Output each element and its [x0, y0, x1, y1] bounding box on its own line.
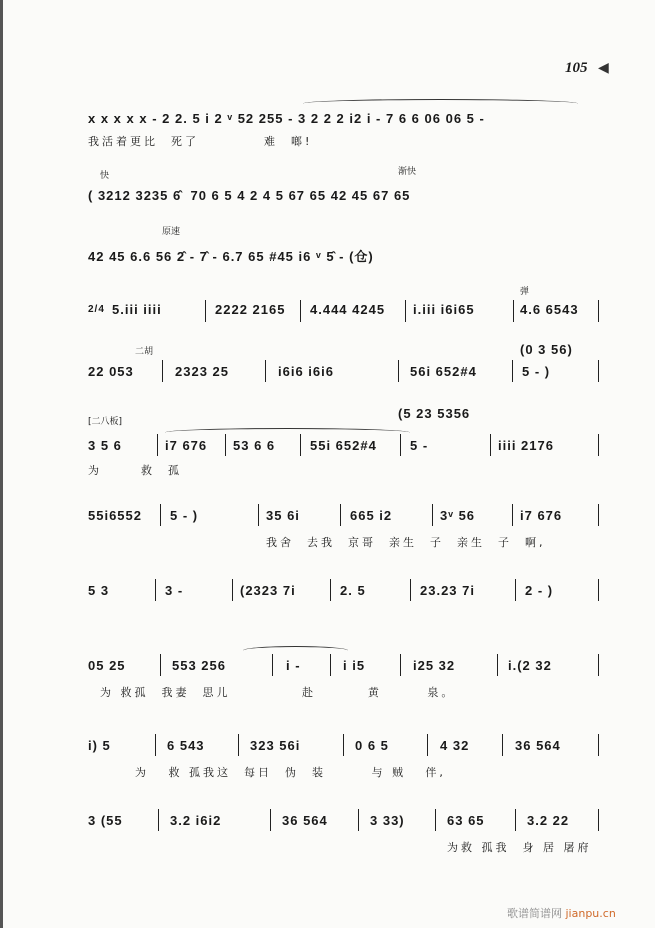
barline	[225, 434, 226, 456]
watermark-url: jianpu.cn	[565, 907, 616, 920]
barline	[300, 300, 301, 322]
tempo-mark-accel: 渐快	[398, 167, 417, 177]
measure: 3 -	[165, 583, 184, 598]
barline	[405, 300, 406, 322]
measure: 56i 652#4	[410, 364, 477, 379]
page-edge	[0, 0, 3, 928]
measure: 3.2 22	[527, 813, 570, 828]
barline	[598, 360, 599, 382]
measure: 4.444 4245	[310, 302, 386, 317]
measure: 4.6 6543	[520, 302, 579, 317]
barline	[238, 734, 239, 756]
upper-notation: (5 23 5356	[398, 406, 471, 421]
measure: 2. 5	[340, 583, 366, 598]
lyrics-line: 为救 孤我 身 居 屠府	[447, 841, 592, 854]
measure: 5 -	[410, 438, 429, 453]
measure: 3 5 6	[88, 438, 122, 453]
barline	[398, 360, 399, 382]
measure: (2323 7i	[240, 583, 296, 598]
page-number: 105	[565, 60, 588, 76]
measure: i25 32	[413, 658, 456, 673]
measure: 23.23 7i	[420, 583, 475, 598]
tempo-mark-original: 原速	[162, 227, 181, 237]
measure: 05 25	[88, 658, 126, 673]
barline	[162, 360, 163, 382]
barline	[410, 579, 411, 601]
barline	[515, 809, 516, 831]
barline	[205, 300, 206, 322]
measure: 55i6552	[88, 508, 142, 523]
measure: i.(2 32	[508, 658, 552, 673]
measure: 2222 2165	[215, 302, 286, 317]
barline	[158, 809, 159, 831]
barline	[598, 809, 599, 831]
barline	[343, 734, 344, 756]
lyrics-line: 我活着更比 死了 难 啷!	[88, 135, 313, 148]
measure: 2323 25	[175, 364, 229, 379]
measure: i6i6 i6i6	[278, 364, 334, 379]
lyrics-line: 为 救 孤我这 每日 伪 装 与 贼 伴,	[135, 766, 446, 779]
lyrics-line: 我舍 去我 京哥 亲生 子 亲生 子 啊,	[266, 536, 546, 549]
barline	[598, 504, 599, 526]
notation-line: x x x x x - 2 2. 5 i 2 ᵛ 52 255 - 3 2 2 2 i2 i - 7 6 6 06 06 5 -	[88, 111, 485, 126]
notation-line: ( 3212 3235 6̂ 70 6 5 4 2 4 5 67 65 42 45 67 65	[88, 188, 411, 203]
barline	[400, 434, 401, 456]
barline	[330, 579, 331, 601]
slur	[303, 99, 578, 108]
barline	[497, 654, 498, 676]
measure: i) 5	[88, 738, 111, 753]
barline	[157, 434, 158, 456]
barline	[265, 360, 266, 382]
barline	[515, 579, 516, 601]
measure: 36 564	[515, 738, 561, 753]
barline	[432, 504, 433, 526]
barline	[512, 360, 513, 382]
measure: 665 i2	[350, 508, 393, 523]
page-arrow-icon: ◀	[598, 60, 609, 76]
barline	[490, 434, 491, 456]
measure: 2 - )	[525, 583, 554, 598]
barline	[598, 734, 599, 756]
measure: i7 676	[520, 508, 563, 523]
upper-notation: (0 3 56)	[520, 342, 573, 357]
slur	[243, 646, 348, 655]
barline	[155, 579, 156, 601]
barline	[272, 654, 273, 676]
barline	[513, 300, 514, 322]
barline	[300, 434, 301, 456]
measure: 3ᵛ 56	[440, 508, 476, 523]
slur	[165, 428, 410, 437]
barline	[358, 809, 359, 831]
barline	[340, 504, 341, 526]
measure: i.iii i6i65	[413, 302, 475, 317]
barline	[512, 504, 513, 526]
measure: i7 676	[165, 438, 208, 453]
measure: 553 256	[172, 658, 226, 673]
measure: 6 543	[167, 738, 205, 753]
watermark	[507, 905, 616, 921]
tempo-mark-fast: 快	[100, 171, 110, 181]
measure: 5.iii iiii	[112, 302, 162, 317]
barline	[258, 504, 259, 526]
measure: 53 6 6	[233, 438, 276, 453]
lyrics-line: 为 救 孤	[88, 464, 182, 477]
measure: 5 - )	[170, 508, 199, 523]
measure: 323 56i	[250, 738, 301, 753]
measure: 35 6i	[266, 508, 300, 523]
barline	[232, 579, 233, 601]
lyrics-line: 为 救孤 我妻 思儿 赴 黄 泉。	[100, 686, 456, 699]
barline	[435, 809, 436, 831]
measure: 63 65	[447, 813, 485, 828]
barline	[400, 654, 401, 676]
measure: 55i 652#4	[310, 438, 377, 453]
barline	[427, 734, 428, 756]
measure: iiii 2176	[498, 438, 554, 453]
measure: 3 (55	[88, 813, 123, 828]
barline	[598, 654, 599, 676]
watermark-cn: 歌谱简谱网	[507, 907, 562, 920]
measure: 5 - )	[522, 364, 551, 379]
instrument-mark-erhu: 二胡	[135, 347, 154, 357]
instrument-mark-pluck: 弹	[520, 287, 530, 297]
measure: 0 6 5	[355, 738, 389, 753]
measure: 3.2 i6i2	[170, 813, 222, 828]
barline	[270, 809, 271, 831]
measure: 22 053	[88, 364, 134, 379]
time-signature: 2/4	[88, 304, 105, 315]
measure: 3 33)	[370, 813, 405, 828]
measure: i i5	[343, 658, 366, 673]
section-mark-erbaban: [二八板]	[88, 417, 123, 427]
barline	[160, 504, 161, 526]
measure: 4 32	[440, 738, 470, 753]
measure: 36 564	[282, 813, 328, 828]
barline	[598, 300, 599, 322]
barline	[598, 434, 599, 456]
measure: i -	[286, 658, 301, 673]
barline	[155, 734, 156, 756]
notation-line: 42 45 6.6 56 2̂ - 7̂ - 6.7 65 #45 i6 ᵛ 5̂ - (仓)	[88, 249, 374, 264]
barline	[502, 734, 503, 756]
barline	[330, 654, 331, 676]
barline	[160, 654, 161, 676]
measure: 5 3	[88, 583, 110, 598]
barline	[598, 579, 599, 601]
